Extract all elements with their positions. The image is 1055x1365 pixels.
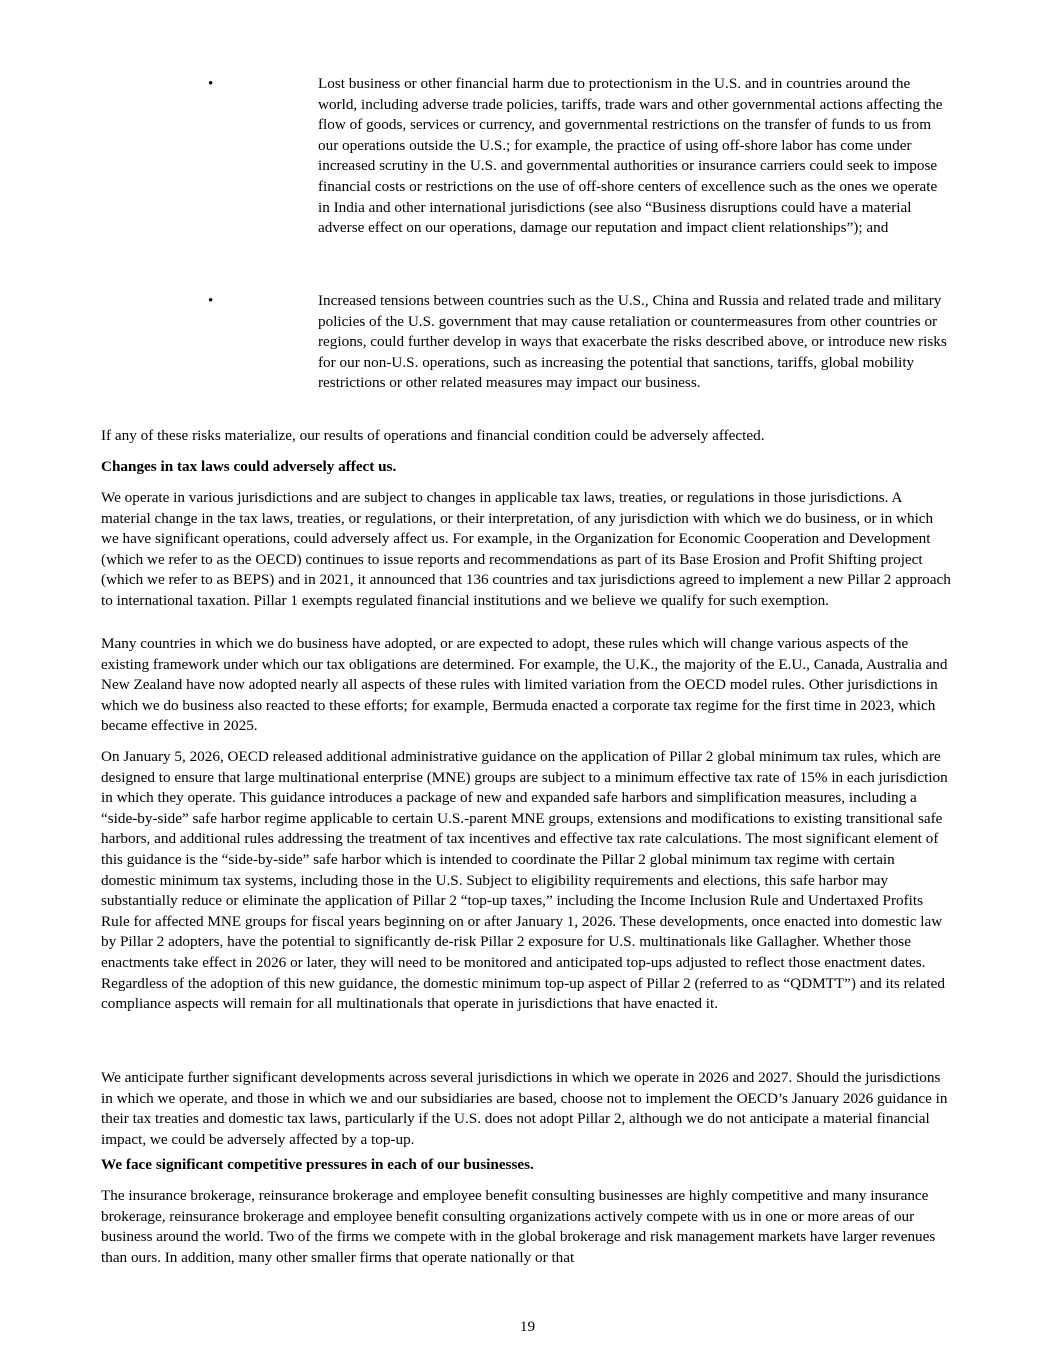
bullet-marker: • [208, 75, 214, 92]
section-heading-tax-laws: Changes in tax laws could adversely affect us. [101, 458, 397, 475]
page-number: 19 [519, 1318, 536, 1335]
bullet-marker: • [208, 292, 214, 309]
body-paragraph: The insurance brokerage, reinsurance brokerage and employee benefit consulting businesses are highly competitive and many insurance brokerage, reinsurance brokerage and employee benefit consulting organizations actively compete with us in one or more areas of our business around the world. Two of the firms we compete with in the global brokerage and risk management markets have larger revenues than ours. In addition, many other smaller firms that operate nationally or that [101, 1187, 936, 1266]
body-paragraph: We anticipate further significant developments across several jurisdictions in which we operate in 2026 and 2027. Should the jurisdictions in which we operate, and those in which we and our subsidiaries are based, choose not to implement the OECD’s January 2026 guidance in their tax treaties and domestic tax laws, particularly if the U.S. does not adopt Pillar 2, although we do not anticipate a material financial impact, we could be adversely affected by a top-up. [101, 1069, 948, 1148]
bullet-text: Lost business or other financial harm due to protectionism in the U.S. and in countries around the world, including adverse trade policies, tariffs, trade wars and other governmental actions affecting the flow of goods, services or currency, and governmental restrictions on the transfer of funds to us from our operations outside the U.S.; for example, the practice of using off-shore labor has come under increased scrutiny in the U.S. and governmental authorities or insurance carriers could seek to impose financial costs or restrictions on the use of off-shore centers of excellence such as the ones we operate in India and other international jurisdictions (see also “Business disruptions could have a material adverse effect on our operations, damage our reputation and impact client relationships”); and [318, 75, 943, 237]
body-paragraph: We operate in various jurisdictions and are subject to changes in applicable tax laws, treaties, or regulations in those jurisdictions. A material change in the tax laws, treaties, or regulations, or their interpretation, of any jurisdiction with which we do business, or in which we have significant operations, could adversely affect us. For example, in the Organization for Economic Cooperation and Development (which we refer to as the OECD) continues to issue reports and recommendations as part of its Base Erosion and Profit Shifting project (which we refer to as BEPS) and in 2021, it announced that 136 countries and tax jurisdictions agreed to implement a new Pillar 2 approach to international taxation. Pillar 1 exempts regulated financial institutions and we believe we qualify for such exemption. [101, 489, 951, 609]
body-paragraph: Many countries in which we do business have adopted, or are expected to adopt, these rules which will change various aspects of the existing framework under which our tax obligations are determined. For example, the U.K., the majority of the E.U., Canada, Australia and New Zealand have now adopted nearly all aspects of these rules with limited variation from the OECD model rules. Other jurisdictions in which we do business also reacted to these efforts; for example, Bermuda enacted a corporate tax regime for the first time in 2023, which became effective in 2025. [101, 635, 948, 735]
summary-paragraph: If any of these risks materialize, our results of operations and financial condition could be adversely affected. [101, 427, 765, 444]
bullet-text: Increased tensions between countries such as the U.S., China and Russia and related trade and military policies of the U.S. government that may cause retaliation or countermeasures from other countries or regions, could further develop in ways that exacerbate the risks described above, or introduce new risks for our non-U.S. operations, such as increasing the potential that sanctions, tariffs, global mobility restrictions or other related measures may impact our business. [318, 292, 947, 392]
section-heading-competition: We face significant competitive pressures in each of our businesses. [101, 1156, 534, 1173]
body-paragraph: On January 5, 2026, OECD released additional administrative guidance on the application of Pillar 2 global minimum tax rules, which are designed to ensure that large multinational enterprise (MNE) groups are subject to a minimum effective tax rate of 15% in each jurisdiction in which they operate. This guidance introduces a package of new and expanded safe harbors and simplification measures, including a “side-by-side” safe harbor regime applicable to certain U.S.-parent MNE groups, extensions and modifications to existing transitional safe harbors, and additional rules addressing the treatment of tax incentives and effective tax rate calculations. The most significant element of this guidance is the “side-by-side” safe harbor which is intended to coordinate the Pillar 2 global minimum tax regime with certain domestic minimum tax systems, including those in the U.S. Subject to eligibility requirements and elections, this safe harbor may substantially reduce or eliminate the application of Pillar 2 “top-up taxes,” including the Income Inclusion Rule and Undertaxed Profits Rule for affected MNE groups for fiscal years beginning on or after January 1, 2026. These developments, once enacted into domestic law by Pillar 2 adopters, have the potential to significantly de-risk Pillar 2 exposure for U.S. multinationals like Gallagher. Whether those enactments take effect in 2026 or later, they will need to be monitored and anticipated top-ups adjusted to reflect those enactment dates. Regardless of the adoption of this new guidance, the domestic minimum top-up aspect of Pillar 2 (referred to as “QDMTT”) and its related compliance aspects will remain for all multinationals that operate in jurisdictions that have enacted it. [101, 748, 948, 1013]
